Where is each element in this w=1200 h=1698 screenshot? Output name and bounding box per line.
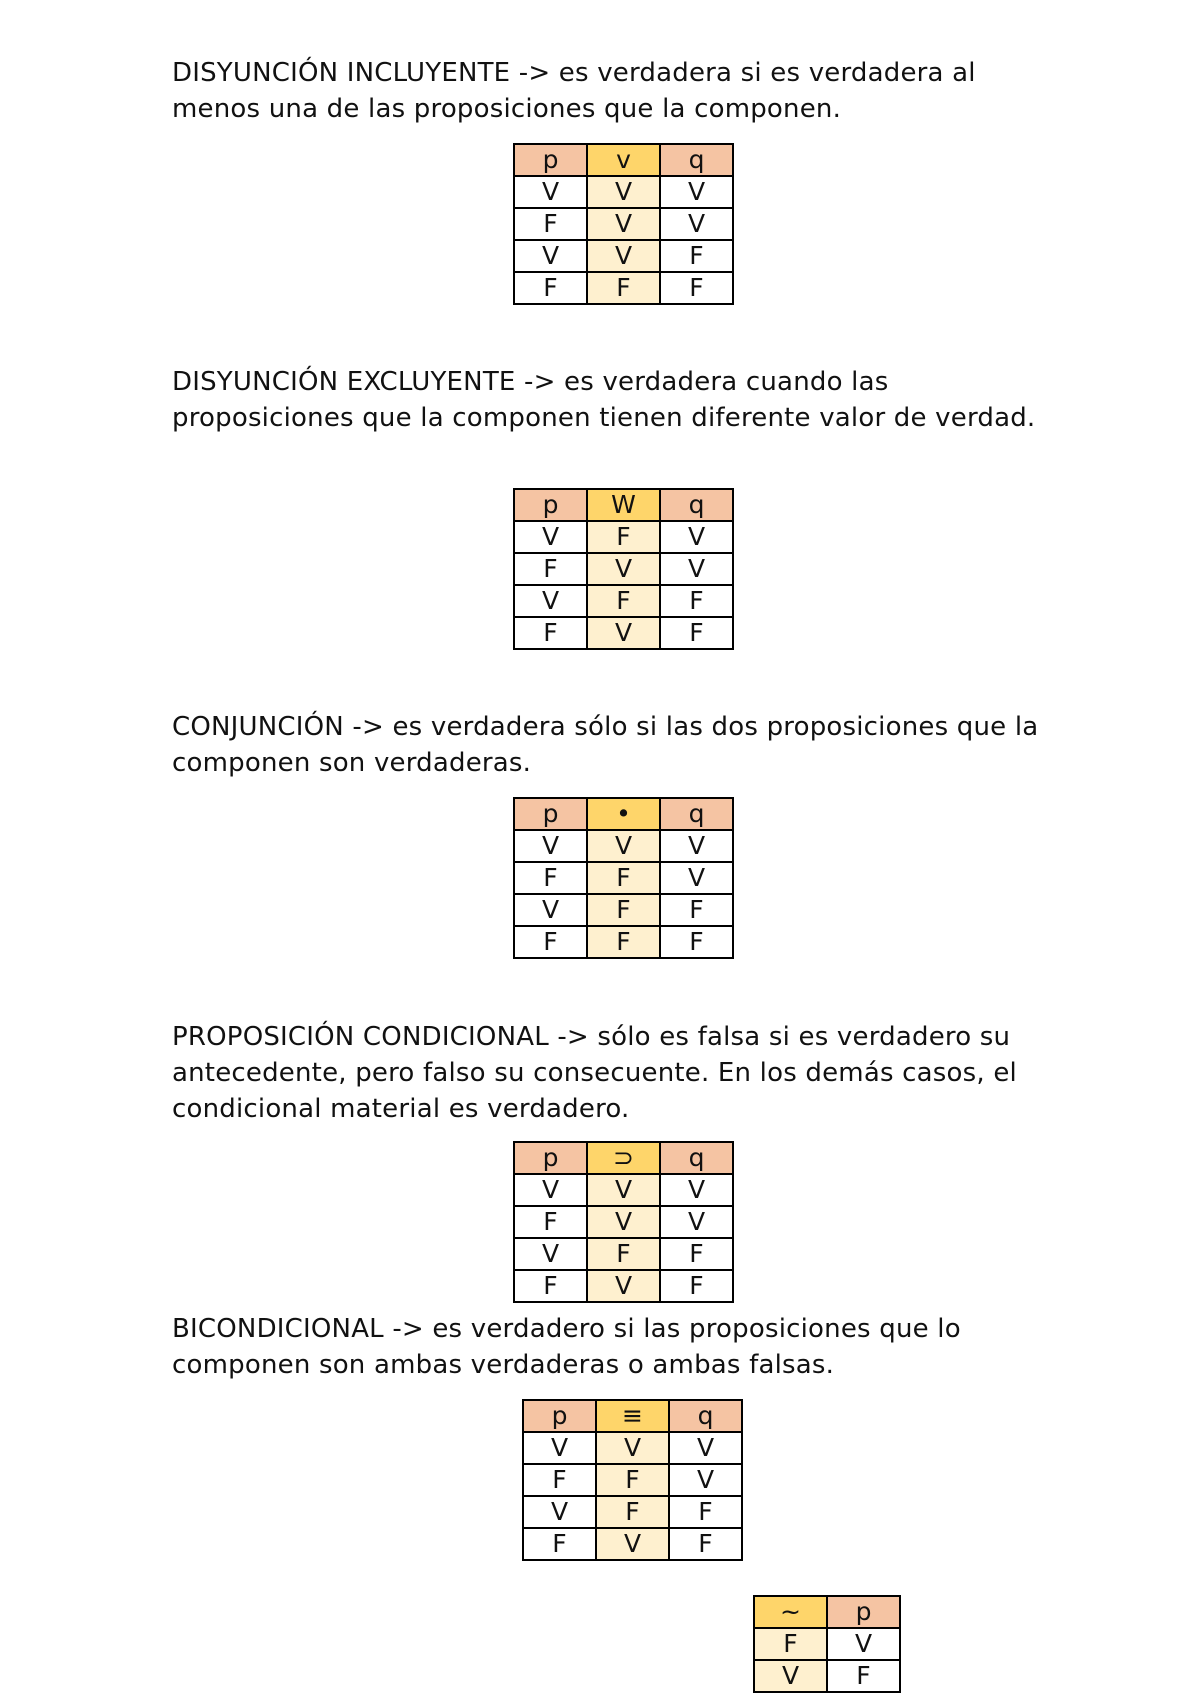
- section-5-text: BICONDICIONAL -> es verdadero si las proposiciones que lo componen son ambas verdaderas o ambas falsas.: [172, 1314, 961, 1380]
- cell: V: [587, 208, 660, 240]
- table-row: [523, 1464, 742, 1496]
- table-row: [514, 1238, 733, 1270]
- table-row: [514, 521, 733, 553]
- cell: F: [827, 1660, 900, 1692]
- cell: V: [660, 1174, 733, 1206]
- header-q: q: [660, 1142, 733, 1174]
- cell: V: [523, 1496, 596, 1528]
- cell: F: [660, 240, 733, 272]
- cell: F: [514, 617, 587, 649]
- table-row: [514, 240, 733, 272]
- cell: F: [514, 926, 587, 958]
- header-q: q: [660, 489, 733, 521]
- truth-table-bicondicional: [522, 1399, 743, 1561]
- header-operator: v: [587, 144, 660, 176]
- cell: F: [587, 1238, 660, 1270]
- header-p: p: [514, 798, 587, 830]
- cell: V: [587, 240, 660, 272]
- cell: F: [660, 617, 733, 649]
- truth-table-conjuncion: [513, 797, 734, 959]
- table-row: [514, 1174, 733, 1206]
- cell: F: [596, 1496, 669, 1528]
- section-1-text: DISYUNCIÓN INCLUYENTE -> es verdadera si es verdadera al menos una de las proposiciones que la componen.: [172, 58, 976, 124]
- cell: V: [523, 1432, 596, 1464]
- cell: V: [660, 208, 733, 240]
- cell: F: [660, 585, 733, 617]
- header-q: q: [669, 1400, 742, 1432]
- cell: V: [514, 830, 587, 862]
- table-row: [514, 585, 733, 617]
- cell: F: [660, 894, 733, 926]
- cell: F: [587, 862, 660, 894]
- cell: V: [669, 1432, 742, 1464]
- section-4-text: PROPOSICIÓN CONDICIONAL -> sólo es falsa si es verdadero su antecedente, pero falso su consecuente. En los demás casos, el condicional material es verdadero.: [172, 1022, 1017, 1124]
- cell: V: [754, 1660, 827, 1692]
- cell: V: [669, 1464, 742, 1496]
- cell: V: [587, 553, 660, 585]
- cell: V: [587, 1174, 660, 1206]
- table-row: [514, 862, 733, 894]
- header-operator: ≡: [596, 1400, 669, 1432]
- table-row: [523, 1528, 742, 1560]
- cell: V: [660, 521, 733, 553]
- cell: F: [669, 1496, 742, 1528]
- table-row: [514, 176, 733, 208]
- cell: F: [514, 862, 587, 894]
- cell: V: [514, 521, 587, 553]
- table-row: [754, 1628, 900, 1660]
- cell: F: [587, 926, 660, 958]
- cell: V: [587, 617, 660, 649]
- cell: V: [587, 1270, 660, 1302]
- header-p: p: [523, 1400, 596, 1432]
- truth-table-condicional: [513, 1141, 734, 1303]
- cell: F: [587, 521, 660, 553]
- section-2-text: DISYUNCIÓN EXCLUYENTE -> es verdadera cuando las proposiciones que la componen tienen diferente valor de verdad.: [172, 367, 1036, 433]
- cell: F: [669, 1528, 742, 1560]
- cell: V: [514, 585, 587, 617]
- cell: F: [514, 1206, 587, 1238]
- table-row: [514, 1270, 733, 1302]
- cell: F: [523, 1528, 596, 1560]
- table-row: [514, 208, 733, 240]
- table-row: [523, 1496, 742, 1528]
- cell: F: [514, 272, 587, 304]
- cell: V: [587, 176, 660, 208]
- table-row: [514, 617, 733, 649]
- table-row: [514, 894, 733, 926]
- cell: F: [754, 1628, 827, 1660]
- table-row: [523, 1432, 742, 1464]
- cell: V: [514, 240, 587, 272]
- truth-table-disyuncion-excluyente: [513, 488, 734, 650]
- truth-table-disyuncion-incluyente: [513, 143, 734, 305]
- cell: F: [514, 1270, 587, 1302]
- cell: F: [587, 272, 660, 304]
- cell: V: [587, 1206, 660, 1238]
- section-3-text: CONJUNCIÓN -> es verdadera sólo si las dos proposiciones que la componen son verdaderas.: [172, 712, 1039, 778]
- cell: F: [660, 272, 733, 304]
- header-operator: W: [587, 489, 660, 521]
- header-q: q: [660, 144, 733, 176]
- cell: V: [587, 830, 660, 862]
- header-p: p: [514, 144, 587, 176]
- header-operator: ⊃: [587, 1142, 660, 1174]
- table-row: [754, 1660, 900, 1692]
- header-p: p: [514, 1142, 587, 1174]
- header-operator: •: [587, 798, 660, 830]
- cell: V: [827, 1628, 900, 1660]
- cell: V: [596, 1528, 669, 1560]
- cell: V: [660, 553, 733, 585]
- cell: F: [587, 894, 660, 926]
- cell: V: [596, 1432, 669, 1464]
- cell: F: [514, 553, 587, 585]
- cell: F: [523, 1464, 596, 1496]
- cell: F: [660, 926, 733, 958]
- table-row: [514, 272, 733, 304]
- header-operator: ~: [754, 1596, 827, 1628]
- cell: V: [514, 1174, 587, 1206]
- cell: V: [660, 862, 733, 894]
- truth-table-negacion: [753, 1595, 901, 1693]
- header-p: p: [514, 489, 587, 521]
- table-row: [514, 926, 733, 958]
- cell: V: [660, 830, 733, 862]
- header-p: p: [827, 1596, 900, 1628]
- cell: V: [514, 176, 587, 208]
- cell: F: [660, 1238, 733, 1270]
- header-q: q: [660, 798, 733, 830]
- cell: F: [660, 1270, 733, 1302]
- cell: F: [596, 1464, 669, 1496]
- cell: V: [514, 894, 587, 926]
- cell: V: [514, 1238, 587, 1270]
- table-row: [514, 553, 733, 585]
- cell: F: [514, 208, 587, 240]
- cell: V: [660, 1206, 733, 1238]
- table-row: [514, 830, 733, 862]
- cell: F: [587, 585, 660, 617]
- table-row: [514, 1206, 733, 1238]
- cell: V: [660, 176, 733, 208]
